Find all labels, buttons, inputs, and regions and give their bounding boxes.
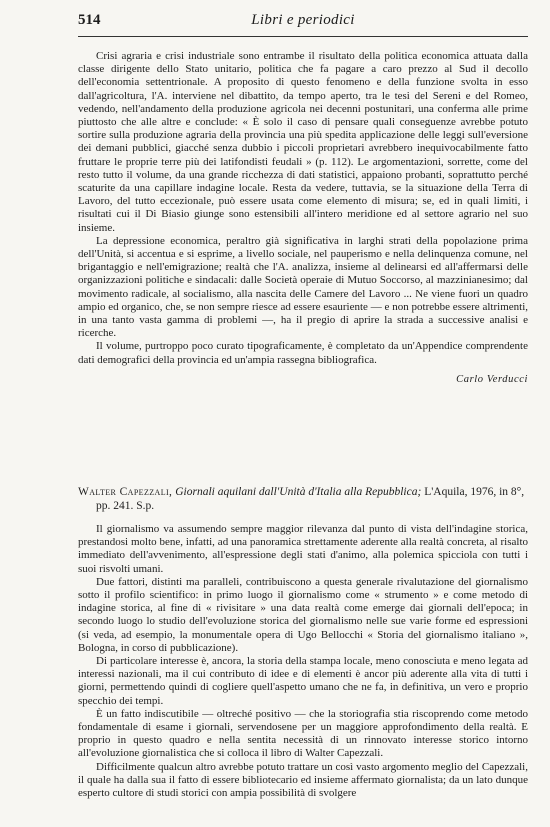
- review1-paragraph-2: La depressione economica, peraltro già significativa in larghi strati della popolazione prima dell'Unità, si accentua e si esprime, a livello sociale, nel pauperismo e nella delinquenza comune, nel brigantaggio e nell'emigrazione; realtà che l'A. analizza, insieme al delinearsi ed all'affermarsi delle organizzazioni politiche e sindacali: dalle Società operaie di Mutuo Soccorso, al mazzinianesimo; dal movimento radicale, al socialismo, alla nascita delle Camere del Lavoro ... Ne viene fuori un quadro ampio ed organico, che, se non sempre riesce ad essere esauriente — e non potrebbe essere altrimenti, in una tanto vasta gamma di problemi —, ha il pregio di aprire la strada a successive analisi e ricerche.: [78, 234, 528, 340]
- page-header: [78, 12, 528, 34]
- entry-author: Walter Capezzali,: [78, 486, 173, 498]
- bibliographic-entry: [78, 485, 528, 513]
- review2-paragraph-5: Difficilmente qualcun altro avrebbe potuto trattare un così vasto argomento meglio del Capezzali, il quale ha dalla sua il fatto di essere bibliotecario ed insieme affermato giornalista; da un lato dunque esperto cultore di studi storici con ampia possibilità di svolgere: [78, 760, 528, 800]
- entry-title: Giornali aquilani dall'Unità d'Italia alla Repubblica;: [175, 486, 422, 498]
- review-verducci: [78, 50, 528, 386]
- review1-signature: Carlo Verducci: [456, 373, 528, 385]
- review2-paragraph-4: È un fatto indiscutibile — oltreché positivo — che la storiografia stia riscoprendo come metodo fondamentale di esame i giornali, servendosene per un maggiore approfondimento della realtà. E proprio in questo quadro e nella sentita necessità di un rinnovato interesse storico intorno all'evoluzione giornalistica che si colloca il libro di Walter Capezzali.: [78, 707, 528, 760]
- running-title: Libri e periodici: [251, 12, 355, 28]
- entry-details: L'Aquila, 1976, in 8°, pp. 241. S.p.: [96, 486, 525, 512]
- review1-paragraph-1: Crisi agraria e crisi industriale sono entrambe il risultato della politica economica attuata dalla classe dirigente dello Stato unitario, politica che fa pagare a caro prezzo al Sud il decollo dell'economia settentrionale. A proposito di questo fenomeno e della funzione svolta in esso dall'agricoltura, l'A. interviene nel dibattito, da tempo aperto, tra le tesi del Sereni e del Romeo, vedendo, nell'andamento della produzione agricola nei decenni postunitari, una conferma alle prime piuttosto che alle altre e conclude: « È solo il caso di pensare quali conseguenze avrebbe potuto sortire sulla produzione agraria della provincia una più spedita applicazione delle leggi sull'eversione dei demani pubblici, giacché senza dubbio i piccoli proprietari avrebbero inequivocabilmente fatto fruttare le proprie terre più dei latifondisti feudali » (p. 112). Le argomentazioni, sorrette, come del resto tutto il volume, da una grande ricchezza di dati statistici, appaiono probanti, soprattutto perché scaturite da una capillare indagine locale. Resta da vedere, tuttavia, se la situazione della Terra di Lavoro, del tutto eccezionale, può essere usata come elemento di misura; se, ed in quali limiti, i risultati cui il Di Biasio giunge sono estensibili all'intero meridione ed al settore agrario nel suo insieme.: [78, 50, 528, 234]
- review2-paragraph-2: Due fattori, distinti ma paralleli, contribuiscono a questa generale rivalutazione del giornalismo sotto il profilo scientifico: in primo luogo il giornalismo come « strumento » e come metodo di indagine storica, al fine di « rivisitare » una data realtà come emerge dai giornali dell'epoca; in secondo luogo lo studio dell'evoluzione storica del giornalismo nelle sue varie forme ed espressioni (si veda, ad esempio, la monumentale opera di Ugo Bellocchi « Storia del giornalismo italiano », Bologna, in corso di pubblicazione).: [78, 575, 528, 654]
- page-number: 514: [78, 12, 101, 28]
- review2-paragraph-3: Di particolare interesse è, ancora, la storia della stampa locale, meno conosciuta e meno legata ad interessi nazionali, ma il cui contributo di idee e di elementi è ancor più aderente alla vita di tutti i giorni, permettendo quindi di cogliere quell'aspetto umano che ne fa, in definitiva, un vero e proprio specchio dei tempi.: [78, 655, 528, 707]
- header-rule: [78, 36, 528, 37]
- review2-paragraph-1: Il giornalismo va assumendo sempre maggior rilevanza dal punto di vista dell'indagine storica, prestandosi molto bene, infatti, ad una panoramica strettamente aderente alla realtà concreta, al risalto immediato dell'avvenimento, all'espressione degli stati d'animo, alla polemica spicciola con tutti i suoi risvolti umani.: [78, 523, 528, 575]
- review1-paragraph-3: Il volume, purtroppo poco curato tipograficamente, è completato da un'Appendice comprendente dati demografici della provincia ed un'ampia rassegna bibliografica.: [78, 340, 528, 366]
- review-capezzali: [78, 485, 528, 800]
